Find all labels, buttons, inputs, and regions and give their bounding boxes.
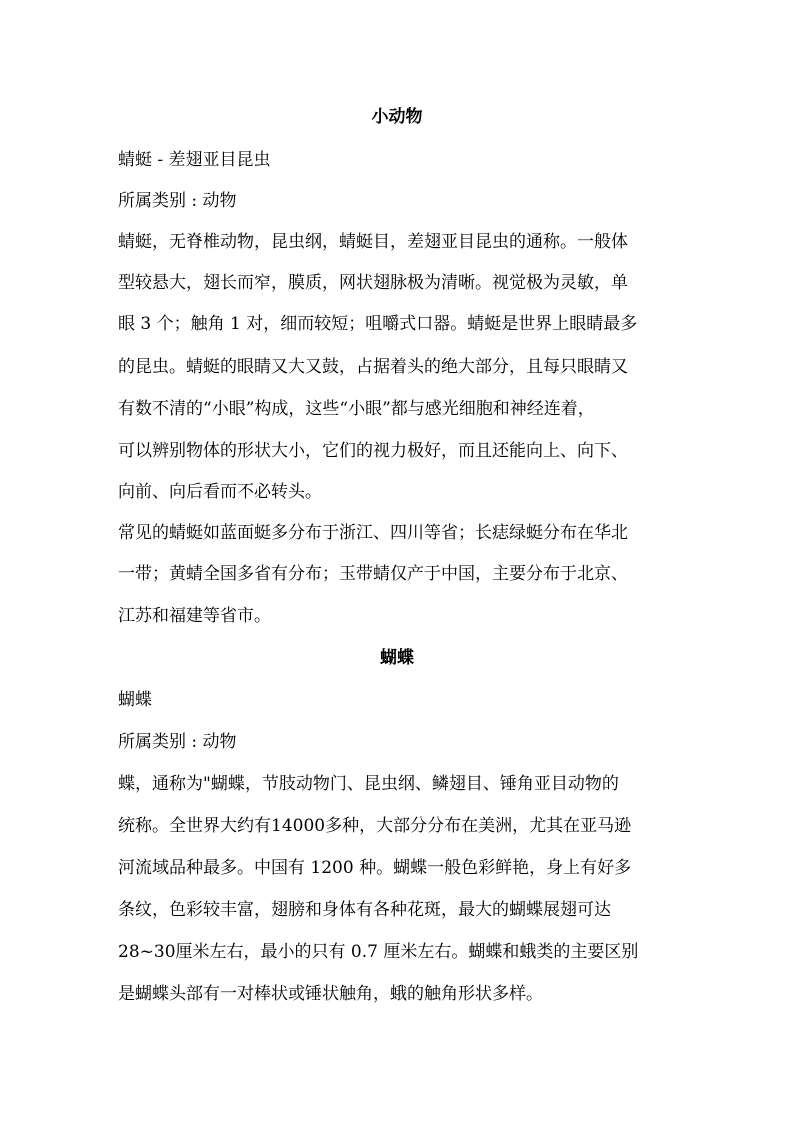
paragraph-line: 统称。全世界大约有14000多种，大部分分布在美洲，尤其在亚马逊: [118, 816, 632, 836]
section-heading-butterfly: 蝴蝶: [118, 690, 152, 710]
paragraph-line: 向前、向后看而不必转头。: [118, 482, 322, 502]
paragraph-line: 可以辨别物体的形状大小，它们的视力极好，而且还能向上、向下、: [118, 441, 628, 461]
section-title-small-animals: 小动物: [371, 107, 423, 127]
paragraph-line: 的昆虫。蜻蜓的眼睛又大又鼓，占据着头的绝大部分，且每只眼睛又: [118, 357, 628, 377]
paragraph-line: 蜻蜓，无脊椎动物，昆虫纲，蜻蜓目，差翅亚目昆虫的通称。一般体: [118, 232, 628, 252]
paragraph-line: 常见的蜻蜓如蓝面蜓多分布于浙江、四川等省；长痣绿蜓分布在华北: [118, 523, 628, 543]
paragraph-line: 眼 3 个；触角 1 对，细而较短；咀嚼式口器。蜻蜓是世界上眼睛最多: [118, 314, 638, 334]
section-title-butterfly: 蝴蝶: [380, 648, 414, 668]
paragraph-line: 条纹，色彩较丰富，翅膀和身体有各种花斑，最大的蝴蝶展翅可达: [118, 900, 611, 920]
category-label: 所属类别 : 动物: [118, 191, 237, 211]
paragraph-line: 是蝴蝶头部有一对棒状或锤状触角，蛾的触角形状多样。: [118, 984, 543, 1004]
section-heading-dragonfly: 蜻蜓 - 差翅亚目昆虫: [118, 150, 271, 170]
category-label: 所属类别 : 动物: [118, 732, 237, 752]
paragraph-line: 蝶，通称为"蝴蝶，节肢动物门、昆虫纲、鳞翅目、锤角亚目动物的: [118, 774, 619, 794]
paragraph-line: 28~30厘米左右，最小的只有 0.7 厘米左右。蝴蝶和蛾类的主要区别: [118, 942, 639, 962]
paragraph-line: 江苏和福建等省市。: [118, 606, 271, 626]
paragraph-line: 型较悬大，翅长而窄，膜质，网状翅脉极为清晰。视觉极为灵敏，单: [118, 273, 628, 293]
paragraph-line: 有数不清的“小眼”构成，这些“小眼”都与感光细胞和神经连着，: [118, 399, 595, 419]
paragraph-line: 一带；黄蜻全国多省有分布；玉带蜻仅产于中国，主要分布于北京、: [118, 564, 628, 584]
paragraph-line: 河流域品种最多。中国有 1200 种。蝴蝶一般色彩鲜艳，身上有好多: [118, 858, 632, 878]
